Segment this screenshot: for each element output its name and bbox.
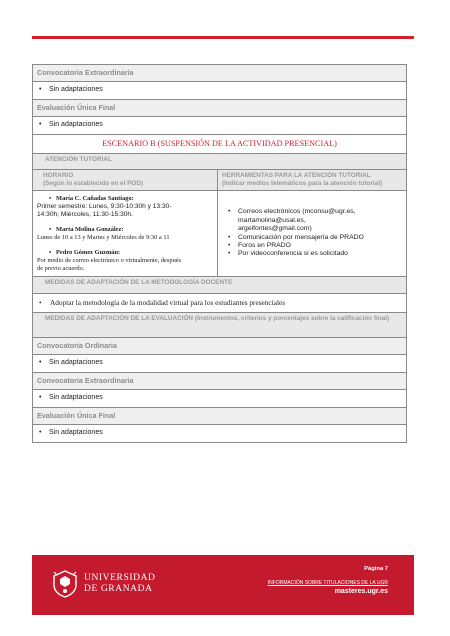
list-item: • Sin adaptaciones (33, 117, 407, 135)
section-heading: Convocatoria Extraordinaria (33, 373, 407, 390)
tutoring-title: ATENCIÓN TUTORIAL (33, 154, 407, 170)
tools-cell (218, 191, 407, 277)
tutor-name: • Marta Molina González: (49, 226, 124, 233)
bullet-icon: • (39, 298, 42, 307)
methodology-title: MEDIDAS DE ADAPTACIÓN DE LA METODOLOGÍA DOCENTE (33, 277, 407, 294)
list-item: • Por videoconferencia si es solicitado (228, 250, 348, 258)
list-item: • Sin adaptaciones (33, 82, 407, 100)
adaptation-table (32, 64, 407, 443)
bullet-icon: • (228, 233, 231, 241)
info-link[interactable]: INFORMACIÓN SOBRE TITULACIONES DE LA UGR (267, 580, 388, 586)
university-name: UNIVERSIDAD DE GRANADA (84, 573, 156, 594)
list-item: • Comunicación por mensajería de PRADO (228, 233, 364, 241)
university-seal-icon (52, 570, 78, 598)
section-heading: Convocatoria Ordinaria (33, 338, 407, 355)
schedule-cell: • María C. Cañadas Santiago: Primer semestre: Lunes, 9:30-10:30h y 13:30- 14:30h; Miércoles, 11:30-15:30h. • Marta Molina González: Lunes de 10 a 13 y Martes y Miércoles de 9:30 a 11 • Pedro Gómez Guzmán: Por medio de correo electrónico o virtualmente, después de previo acuerdo. (33, 191, 218, 277)
bullet-icon: • (228, 208, 231, 216)
list-item: • Adoptar la metodología de la modalidad virtual para los estudiantes presenciales (33, 294, 407, 313)
list-item: • Sin adaptaciones (33, 425, 407, 443)
section-heading: Evaluación Única Final (33, 408, 407, 425)
bullet-icon: • (39, 121, 42, 128)
bullet-icon: • (228, 241, 231, 249)
footer-banner (32, 555, 414, 615)
bullet-icon: • (228, 250, 231, 258)
tools-header: HERRAMIENTAS PARA LA ATENCIÓN TUTORIAL (Indicar medios telemáticos para la atención tutorial) (218, 170, 407, 191)
evaluation-title: MEDIDAS DE ADAPTACIÓN DE LA EVALUACIÓN (Instrumentos, criterios y porcentajes sobre la calificación final) (33, 313, 407, 338)
list-item: • Correos electrónicos (mconsu@ugr.es, martamolina@usal.es, argeifontes@gmail.com) (228, 208, 356, 233)
bullet-icon: • (39, 394, 42, 401)
bullet-icon: • (39, 429, 42, 436)
scenario-title: ESCENARIO B (SUSPENSIÓN DE LA ACTIVIDAD PRESENCIAL) (33, 135, 407, 154)
tutor-name: • Pedro Gómez Guzmán: (49, 249, 121, 256)
section-heading: Evaluación Única Final (33, 100, 407, 117)
bullet-icon: • (39, 359, 42, 366)
website-link[interactable]: masteres.ugr.es (334, 588, 388, 595)
header-rule (32, 36, 414, 39)
list-item: • Sin adaptaciones (33, 355, 407, 373)
list-item: • Sin adaptaciones (33, 390, 407, 408)
list-item: • Foros en PRADO (228, 241, 291, 249)
page-number: Página 7 (364, 566, 388, 572)
section-heading: Convocatoria Extraordinaria (33, 65, 407, 82)
tutor-name: • María C. Cañadas Santiago: (49, 195, 134, 202)
schedule-header: HORARIO (Según lo establecido en el POD) (33, 170, 218, 191)
bullet-icon: • (39, 86, 42, 93)
